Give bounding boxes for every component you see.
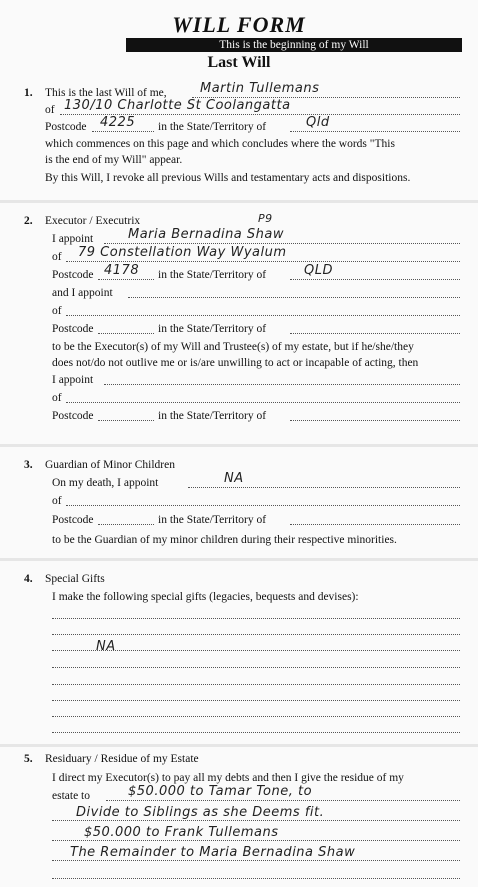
section-divider xyxy=(0,744,478,747)
s2-state-field[interactable] xyxy=(290,279,460,280)
s5-beneficiary-line-1: $50.000 to Tamar Tone, to xyxy=(128,784,313,799)
s3-of-label: of xyxy=(52,495,62,507)
s2-third-state-label: in the State/Territory of xyxy=(158,410,267,422)
s2-postcode-field[interactable] xyxy=(98,279,154,280)
s1-postcode-field[interactable] xyxy=(92,131,154,132)
s4-gift-line[interactable] xyxy=(52,732,460,733)
s5-estate-to-label: estate to xyxy=(52,790,90,802)
section-5-number: 5. xyxy=(24,753,33,765)
s2-appoint-label: I appoint xyxy=(52,233,94,245)
s3-state-label: in the State/Territory of xyxy=(158,514,267,526)
s1-of-label: of xyxy=(45,104,55,116)
s1-revocation-text: By this Will, I revoke all previous Wills and testamentary acts and dispositions. xyxy=(45,172,411,184)
s4-gift-line[interactable] xyxy=(52,684,460,685)
s2-postcode-value: 4178 xyxy=(104,263,140,278)
section-divider xyxy=(0,444,478,447)
s3-postcode-label: Postcode xyxy=(52,514,94,526)
s3-postcode-field[interactable] xyxy=(98,524,154,525)
s5-beneficiary-line[interactable] xyxy=(52,820,460,821)
s4-gift-line[interactable] xyxy=(52,716,460,717)
s2-third-address-field[interactable] xyxy=(66,402,460,403)
s2-third-name-field[interactable] xyxy=(104,384,460,385)
s4-gift-line[interactable] xyxy=(52,700,460,701)
s4-gifts-text: I make the following special gifts (legacies, bequests and devises): xyxy=(52,591,359,603)
s2-second-state-label: in the State/Territory of xyxy=(158,323,267,335)
section-3-number: 3. xyxy=(24,459,33,471)
s4-gift-line[interactable] xyxy=(52,667,460,668)
s1-name-value: Martin Tullemans xyxy=(200,81,320,96)
s2-third-appoint-label: I appoint xyxy=(52,374,94,386)
s2-third-postcode-label: Postcode xyxy=(52,410,94,422)
s2-address-field[interactable] xyxy=(66,261,460,262)
s2-state-value: QLD xyxy=(304,263,333,278)
s5-beneficiary-line[interactable] xyxy=(106,800,460,801)
s2-correction-mark: P9 xyxy=(258,212,273,225)
s2-body-line-1: to be the Executor(s) of my Will and Trustee(s) of my estate, but if he/she/they xyxy=(52,341,414,353)
s2-third-of-label: of xyxy=(52,392,62,404)
s2-postcode-label: Postcode xyxy=(52,269,94,281)
s5-beneficiary-line[interactable] xyxy=(52,860,460,861)
s2-second-postcode-label: Postcode xyxy=(52,323,94,335)
section-1-number: 1. xyxy=(24,87,33,99)
s2-second-appoint-label: and I appoint xyxy=(52,287,113,299)
s3-guardian-name-field[interactable] xyxy=(188,487,460,488)
form-title: WILL FORM xyxy=(172,12,306,37)
s1-postcode-label: Postcode xyxy=(45,121,87,133)
s3-guardian-text: to be the Guardian of my minor children during their respective minorities. xyxy=(52,534,397,546)
s3-state-field[interactable] xyxy=(290,524,460,525)
s2-second-state-field[interactable] xyxy=(290,333,460,334)
s5-beneficiary-line-4: The Remainder to Maria Bernadina Shaw xyxy=(70,845,356,860)
s1-text-line-5: is the end of my Will" appear. xyxy=(45,154,183,166)
s4-gift-line[interactable] xyxy=(52,634,460,635)
beginning-banner: This is the beginning of my Will xyxy=(126,38,462,52)
s5-residue-text: I direct my Executor(s) to pay all my debts and then I give the residue of my xyxy=(52,772,404,784)
s3-heading: Guardian of Minor Children xyxy=(45,459,175,471)
s5-heading: Residuary / Residue of my Estate xyxy=(45,753,199,765)
s2-name-value: Maria Bernadina Shaw xyxy=(128,227,284,242)
s5-beneficiary-line-3: $50.000 to Frank Tullemans xyxy=(84,825,279,840)
section-2-number: 2. xyxy=(24,215,33,227)
s2-second-postcode-field[interactable] xyxy=(98,333,154,334)
s1-postcode-value: 4225 xyxy=(100,115,136,130)
s2-third-postcode-field[interactable] xyxy=(98,420,154,421)
form-subtitle: Last Will xyxy=(207,54,271,71)
s2-third-state-field[interactable] xyxy=(290,420,460,421)
s1-address-value: 130/10 Charlotte St Coolangatta xyxy=(64,98,291,113)
s2-name-field[interactable] xyxy=(104,243,460,244)
s3-appoint-text: On my death, I appoint xyxy=(52,477,159,489)
s1-state-field[interactable] xyxy=(290,131,460,132)
section-divider xyxy=(0,200,478,203)
s4-gift-value: NA xyxy=(96,639,116,654)
s3-guardian-name-value: NA xyxy=(224,471,244,486)
s5-beneficiary-line[interactable] xyxy=(52,878,460,879)
s1-intro-text: This is the last Will of me, xyxy=(45,87,167,99)
s2-address-value: 79 Constellation Way Wyalum xyxy=(78,245,287,260)
s2-heading: Executor / Executrix xyxy=(45,215,141,227)
s1-text-line-4: which commences on this page and which concludes where the words "This xyxy=(45,138,395,150)
s5-beneficiary-line[interactable] xyxy=(52,840,460,841)
s2-second-of-label: of xyxy=(52,305,62,317)
s5-beneficiary-line-2: Divide to Siblings as she Deems fit. xyxy=(76,805,325,820)
s2-second-name-field[interactable] xyxy=(128,297,460,298)
s2-state-label: in the State/Territory of xyxy=(158,269,267,281)
s2-second-address-field[interactable] xyxy=(66,315,460,316)
s2-body-line-2: does not/do not outlive me or is/are unwilling to act or incapable of acting, then xyxy=(52,357,419,369)
s4-gift-line[interactable] xyxy=(52,618,460,619)
s1-state-label: in the State/Territory of xyxy=(158,121,267,133)
section-divider xyxy=(0,558,478,561)
section-4-number: 4. xyxy=(24,573,33,585)
s1-state-value: Qld xyxy=(306,115,330,130)
s2-of-label: of xyxy=(52,251,62,263)
s4-heading: Special Gifts xyxy=(45,573,105,585)
s3-address-field[interactable] xyxy=(66,505,460,506)
